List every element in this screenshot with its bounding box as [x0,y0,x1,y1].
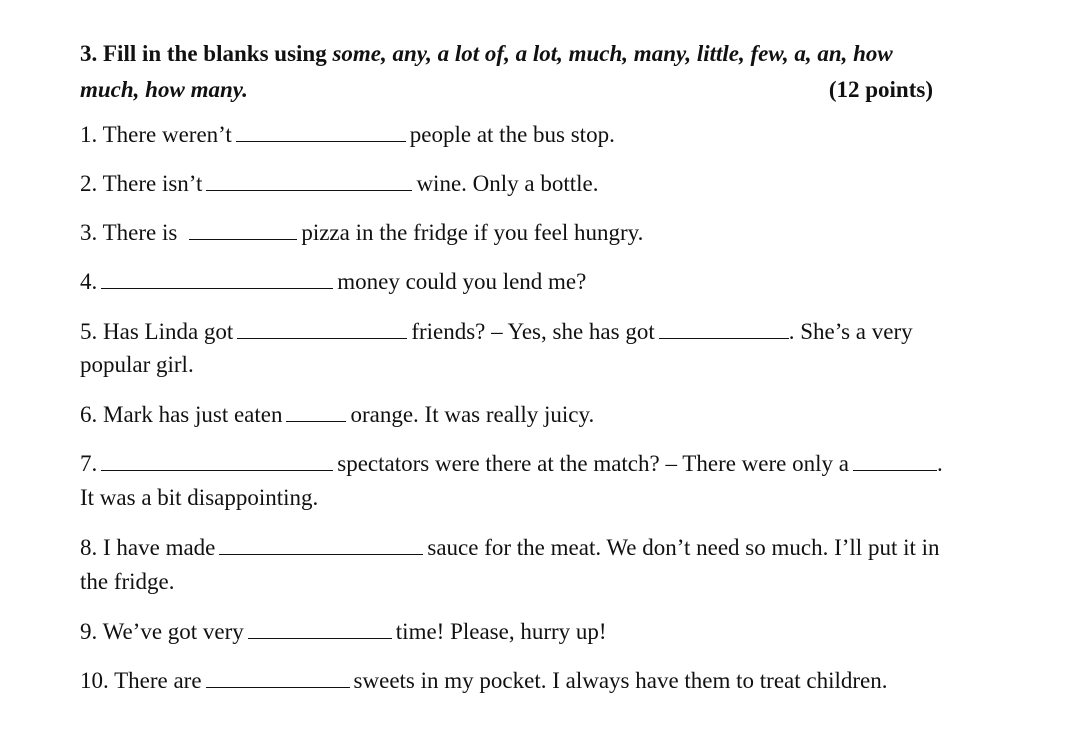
item-text: spectators were there at the match? – There were only a [337,451,849,476]
item-text: money could you lend me? [337,269,587,294]
answer-blank[interactable] [237,316,407,339]
exercise-item-6 [80,399,594,430]
item-text: 2. There isn’t [80,171,203,196]
exercise-item-7-continuation [80,483,318,513]
item-text: orange. It was really juicy. [350,402,595,427]
heading-word-list: some, any, a lot of, a lot, much, many, little, few, a, an, how much, how many. [80,41,893,102]
exercise-item-8 [80,532,940,563]
item-text: 5. Has Linda got [80,319,234,344]
item-text: 4. [80,269,98,294]
answer-blank[interactable] [101,266,333,289]
answer-blank[interactable] [248,616,392,639]
exercise-heading [80,36,940,108]
item-text: popular girl. [80,352,194,377]
item-text: 9. We’ve got very [80,619,244,644]
answer-blank[interactable] [286,399,346,422]
item-text: 8. I have made [80,535,216,560]
item-text: sweets in my pocket. I always have them to treat children. [353,668,888,693]
exercise-item-7 [80,448,943,479]
item-text: friends? – Yes, she has got [411,319,655,344]
item-text: wine. Only a bottle. [416,171,599,196]
answer-blank[interactable] [206,665,350,688]
item-text: . She’s a very [788,319,913,344]
answer-blank[interactable] [236,119,406,142]
answer-blank[interactable] [219,532,423,555]
exercise-item-10 [80,665,888,696]
item-text: pizza in the fridge if you feel hungry. [301,220,644,245]
exercise-item-3 [80,217,643,248]
item-text: 7. [80,451,98,476]
points-label: (12 points) [828,77,933,102]
item-text: people at the bus stop. [409,122,615,147]
exercise-item-9 [80,616,607,647]
exercise-item-5-continuation [80,350,194,380]
item-text: 10. There are [80,668,202,693]
exercise-item-4 [80,266,586,297]
answer-blank[interactable] [101,448,333,471]
item-text: the fridge. [80,569,175,594]
heading-prefix: 3. Fill in the blanks using [80,41,333,66]
item-text: sauce for the meat. We don’t need so much. I’ll put it in [427,535,940,560]
answer-blank[interactable] [206,168,412,191]
item-text: . [936,451,943,476]
item-text: 3. There is [80,220,178,245]
answer-blank[interactable] [659,316,789,339]
item-text: 6. Mark has just eaten [80,402,283,427]
exercise-item-5 [80,316,913,347]
item-text: It was a bit disappointing. [80,485,319,510]
item-text: 1. There weren’t [80,122,232,147]
answer-blank[interactable] [189,217,297,240]
answer-blank[interactable] [853,448,937,471]
exercise-item-2 [80,168,598,199]
exercise-item-1 [80,119,615,150]
item-text: time! Please, hurry up! [395,619,607,644]
exercise-item-8-continuation [80,567,175,597]
